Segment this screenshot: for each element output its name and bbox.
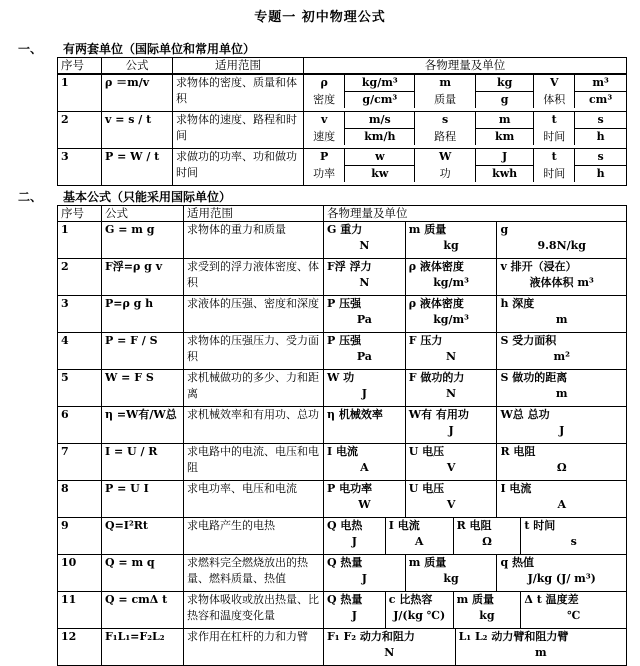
row-number: 5 (58, 370, 102, 407)
row-number: 6 (58, 407, 102, 444)
quantity-cell (454, 592, 522, 628)
quantity-cell (406, 222, 498, 258)
quantity-unit: J (448, 424, 454, 437)
quantity-name: 质量 (415, 92, 476, 109)
quantity-cell (324, 407, 406, 443)
quantity-unit: Pa (356, 313, 372, 326)
quantity-unit: A (360, 461, 369, 474)
row-number: 1 (58, 222, 102, 259)
quantity-cell (497, 222, 626, 258)
quantity-unit: J (351, 609, 357, 622)
formula: I = U / R (102, 444, 184, 481)
units-cell (304, 75, 627, 112)
quantity-unit: N (446, 350, 457, 363)
quantity-unit: J/(kg ℃) (393, 609, 446, 622)
quantity-cell (324, 370, 406, 406)
formula: P = U I (102, 481, 184, 518)
units-cell (324, 296, 627, 333)
units-grid (324, 407, 626, 443)
quantity-label: Δ t 温度差 (524, 593, 579, 606)
units-cell (324, 592, 627, 629)
quantity-unit: m (534, 646, 547, 659)
quantity-label: F浮 浮力 (327, 260, 372, 273)
quantity-unit: Pa (356, 350, 372, 363)
quantity-cell (324, 481, 406, 517)
quantity-unit: kg (443, 239, 459, 252)
quantity-label: c 比热容 (388, 593, 433, 606)
row-number: 10 (58, 555, 102, 592)
scope-text: 求燃料完全燃烧放出的热量、燃料质量、热值 (184, 555, 324, 592)
quantity-label: ρ 液体密度 (408, 297, 464, 310)
quantity-name: 时间 (534, 166, 575, 183)
unit-common: h (575, 129, 626, 146)
units-grid (324, 518, 626, 554)
quantity-label: v 排开（浸在） (500, 260, 577, 273)
table-row (58, 592, 627, 629)
quantity-cell (324, 629, 456, 665)
table-row (58, 629, 627, 666)
unit-common: kw (345, 166, 415, 183)
quantity-label: S 做功的距离 (500, 371, 568, 384)
quantity-cell (497, 481, 626, 517)
quantity-unit: kg (443, 572, 459, 585)
formula: P = F / S (102, 333, 184, 370)
quantity-label: ρ 液体密度 (408, 260, 464, 273)
quantity-label: t 时间 (524, 519, 556, 532)
quantity-unit: A (557, 498, 566, 511)
quantity-unit: Ω (556, 461, 567, 474)
quantity-label: Q 热量 (327, 593, 363, 606)
table-row (58, 259, 627, 296)
quantity-label: m 质量 (456, 593, 495, 606)
quantity-cell (497, 296, 626, 332)
unit-common: kwh (475, 166, 533, 183)
formula: F₁L₁=F₂L₂ (102, 629, 184, 666)
quantity-unit: J (351, 535, 357, 548)
quantity-label: Q 热量 (327, 556, 363, 569)
quantity-label: U 电压 (408, 482, 445, 495)
table-basic-formulas (57, 205, 627, 222)
row-number: 11 (58, 592, 102, 629)
quantity-label: F₁ F₂ 动力和阻力 (327, 630, 415, 643)
row-number: 3 (58, 149, 102, 186)
units-grid (324, 333, 626, 369)
quantity-cell (497, 259, 626, 295)
quantity-label: L₁ L₂ 动力臂和阻力臂 (458, 630, 569, 643)
scope-text: 求机械效率和有用功、总功 (184, 407, 324, 444)
unit-si: w (345, 149, 415, 166)
quantity-symbol: ρ (320, 76, 328, 89)
formula: W = F S (102, 370, 184, 407)
quantity-label: P 压强 (327, 297, 362, 310)
quantity-label: U 电压 (408, 445, 445, 458)
formula: Q = cmΔ t (102, 592, 184, 629)
quantity-label: I 电流 (327, 445, 358, 458)
quantity-name: 体积 (534, 92, 575, 109)
table-row (58, 481, 627, 518)
table-row (58, 518, 627, 555)
units-grid (304, 112, 626, 145)
unit-common: km/h (345, 129, 415, 146)
section1-number: 一、 (18, 42, 43, 56)
scope-text: 求机械做功的多少、力和距离 (184, 370, 324, 407)
formula: η =W有/W总 (102, 407, 184, 444)
row-number: 1 (58, 75, 102, 112)
scope-text: 求液体的压强、密度和深度 (184, 296, 324, 333)
scope-text: 求作用在杠杆的力和力臂 (184, 629, 324, 666)
units-cell (324, 629, 627, 666)
row-number: 7 (58, 444, 102, 481)
quantity-label: G 重力 (327, 223, 363, 236)
quantity-cell (406, 296, 498, 332)
quantity-unit: A (414, 535, 424, 548)
quantity-cell (386, 592, 454, 628)
units-cell (324, 444, 627, 481)
quantity-unit: N (446, 387, 457, 400)
formula: F浮=ρ g v (102, 259, 184, 296)
formula: P = W / t (102, 149, 173, 186)
quantity-name: 时间 (534, 129, 575, 146)
quantity-label: R 电阻 (456, 519, 492, 532)
units-cell (324, 518, 627, 555)
quantity-symbol: W (415, 149, 476, 166)
header-units: 各物理量及单位 (324, 206, 627, 222)
section2-heading: 基本公式（只能采用国际单位） (63, 190, 232, 204)
table-row (58, 370, 627, 407)
units-grid (304, 75, 626, 108)
table-row (58, 75, 627, 112)
quantity-label: F 做功的力 (408, 371, 465, 384)
unit-si: m (475, 112, 533, 129)
units-cell (304, 112, 627, 149)
quantity-cell (497, 555, 626, 591)
unit-si: s (575, 149, 626, 166)
quantity-cell (324, 333, 406, 369)
unit-si: m/s (345, 112, 415, 129)
quantity-label: I 电流 (500, 482, 532, 495)
units-grid (324, 592, 626, 628)
scope-text: 求电路产生的电热 (184, 518, 324, 555)
header-formula: 公式 (102, 58, 173, 74)
row-number: 3 (58, 296, 102, 333)
section1-heading: 有两套单位（国际单位和常用单位） (63, 42, 256, 56)
quantity-label: h 深度 (500, 297, 535, 310)
quantity-unit: 9.8N/kg (537, 239, 586, 252)
quantity-label: F 压力 (408, 334, 443, 347)
quantity-name: 密度 (313, 92, 336, 106)
quantity-symbol: s (415, 112, 476, 129)
unit-si: J (475, 149, 533, 166)
quantity-unit: ℃ (567, 609, 581, 622)
quantity-unit: V (446, 461, 456, 474)
table-row (58, 555, 627, 592)
quantity-unit: Ω (482, 535, 492, 548)
units-grid (324, 222, 626, 258)
quantity-unit: m² (553, 350, 570, 363)
quantity-cell (406, 444, 498, 480)
row-number: 4 (58, 333, 102, 370)
quantity-name: 速度 (313, 129, 336, 143)
unit-common: g/cm³ (345, 92, 415, 109)
unit-common: cm³ (575, 92, 626, 109)
units-cell (324, 555, 627, 592)
header-scope: 适用范围 (173, 58, 304, 74)
quantity-unit: J/kg (J/ m³) (527, 572, 596, 585)
units-grid (324, 555, 626, 591)
quantity-unit: m (555, 387, 568, 400)
table-row (58, 149, 627, 186)
quantity-unit: 液体体积 m³ (529, 276, 594, 289)
scope-text: 求做功的功率、功和做功时间 (173, 149, 304, 186)
quantity-cell (497, 407, 626, 443)
quantity-label: R 电阻 (500, 445, 536, 458)
quantity-cell (406, 555, 498, 591)
table-row (58, 444, 627, 481)
table-dual-units (57, 57, 627, 74)
units-cell (304, 149, 627, 186)
quantity-label: m 质量 (408, 223, 447, 236)
units-grid (324, 259, 626, 295)
quantity-cell (324, 555, 406, 591)
quantity-symbol: V (534, 75, 575, 92)
unit-si: kg (475, 75, 533, 92)
quantity-unit: kg/m³ (433, 313, 469, 326)
quantity-unit: N (384, 646, 395, 659)
scope-text: 求电功率、电压和电流 (184, 481, 324, 518)
quantity-cell (324, 296, 406, 332)
unit-common: h (575, 166, 626, 183)
unit-si: kg/m³ (345, 75, 415, 92)
scope-text: 求物体的压强压力、受力面积 (184, 333, 324, 370)
quantity-unit: J (361, 572, 367, 585)
page-title: 专题一 初中物理公式 (254, 10, 386, 25)
quantity-unit: V (446, 498, 456, 511)
quantity-label: q 热值 (500, 556, 534, 569)
units-cell (324, 333, 627, 370)
quantity-cell (521, 518, 626, 554)
row-number: 2 (58, 112, 102, 149)
row-number: 9 (58, 518, 102, 555)
units-cell (324, 407, 627, 444)
row-number: 8 (58, 481, 102, 518)
units-cell (324, 222, 627, 259)
quantity-label: η 机械效率 (327, 408, 383, 421)
units-cell (324, 370, 627, 407)
quantity-name: 路程 (415, 129, 476, 146)
table-basic-formulas-body (57, 221, 627, 666)
units-cell (324, 481, 627, 518)
quantity-unit: J (559, 424, 565, 437)
scope-text: 求电路中的电流、电压和电阻 (184, 444, 324, 481)
quantity-cell (497, 370, 626, 406)
scope-text: 求物体的密度、质量和体积 (173, 75, 304, 112)
quantity-label: I 电流 (388, 519, 420, 532)
quantity-cell (406, 370, 498, 406)
quantity-cell (406, 407, 498, 443)
quantity-cell (386, 518, 454, 554)
header-units: 各物理量及单位 (304, 58, 627, 74)
quantity-unit: kg/m³ (433, 276, 469, 289)
header-formula: 公式 (102, 206, 184, 222)
formula: G = m g (102, 222, 184, 259)
row-number: 2 (58, 259, 102, 296)
quantity-symbol: t (534, 149, 575, 166)
row-number: 12 (58, 629, 102, 666)
units-grid (324, 481, 626, 517)
quantity-cell (454, 518, 522, 554)
quantity-symbol: P (320, 150, 329, 163)
header-scope: 适用范围 (184, 206, 324, 222)
quantity-symbol: m (415, 75, 476, 92)
scope-text: 求物体的重力和质量 (184, 222, 324, 259)
formula: Q = m q (102, 555, 184, 592)
quantity-name: 功率 (313, 166, 336, 180)
units-cell (324, 259, 627, 296)
quantity-symbol: v (320, 113, 328, 126)
quantity-label: Q 电热 (327, 519, 363, 532)
quantity-label: g (500, 223, 509, 236)
quantity-name: 功 (415, 166, 476, 183)
quantity-label: W有 有用功 (408, 408, 469, 421)
formula: v = s / t (102, 112, 173, 149)
table-row (58, 407, 627, 444)
scope-text: 求物体吸收或放出热量、比热容和温度变化量 (184, 592, 324, 629)
quantity-cell (521, 592, 626, 628)
unit-common: km (475, 129, 533, 146)
scope-text: 求受到的浮力液体密度、体积 (184, 259, 324, 296)
quantity-cell (497, 444, 626, 480)
table-dual-units-body (57, 74, 627, 186)
unit-common: g (475, 92, 533, 109)
quantity-label: P 压强 (327, 334, 362, 347)
quantity-label: m 质量 (408, 556, 447, 569)
header-no: 序号 (58, 206, 102, 222)
quantity-cell (406, 259, 498, 295)
quantity-cell (406, 333, 498, 369)
quantity-label: W 功 (327, 371, 355, 384)
unit-si: m³ (575, 75, 626, 92)
quantity-label: W总 总功 (500, 408, 550, 421)
formula: Q=I²Rt (102, 518, 184, 555)
quantity-cell (406, 481, 498, 517)
quantity-unit: W (358, 498, 371, 511)
units-grid (324, 444, 626, 480)
quantity-unit: J (361, 387, 367, 400)
table-row (58, 296, 627, 333)
quantity-cell (324, 518, 386, 554)
quantity-unit: N (359, 239, 370, 252)
quantity-cell (324, 444, 406, 480)
units-grid (324, 629, 626, 665)
quantity-cell (456, 629, 626, 665)
header-no: 序号 (58, 58, 102, 74)
quantity-unit: s (570, 535, 577, 548)
quantity-cell (497, 333, 626, 369)
section2-number: 二、 (18, 190, 43, 204)
formula: ρ ＝m/v (102, 75, 173, 112)
units-grid (324, 296, 626, 332)
quantity-cell (324, 222, 406, 258)
units-grid (324, 370, 626, 406)
quantity-label: P 电功率 (327, 482, 373, 495)
quantity-unit: kg (479, 609, 495, 622)
units-grid (304, 149, 626, 182)
table-row (58, 112, 627, 149)
formula: P=ρ g h (102, 296, 184, 333)
quantity-unit: N (359, 276, 370, 289)
quantity-unit: m (555, 313, 568, 326)
quantity-label: S 受力面积 (500, 334, 557, 347)
unit-si: s (575, 112, 626, 129)
quantity-cell (324, 592, 386, 628)
table-row (58, 333, 627, 370)
quantity-symbol: t (534, 112, 575, 129)
scope-text: 求物体的速度、路程和时间 (173, 112, 304, 149)
table-row (58, 222, 627, 259)
quantity-cell (324, 259, 406, 295)
